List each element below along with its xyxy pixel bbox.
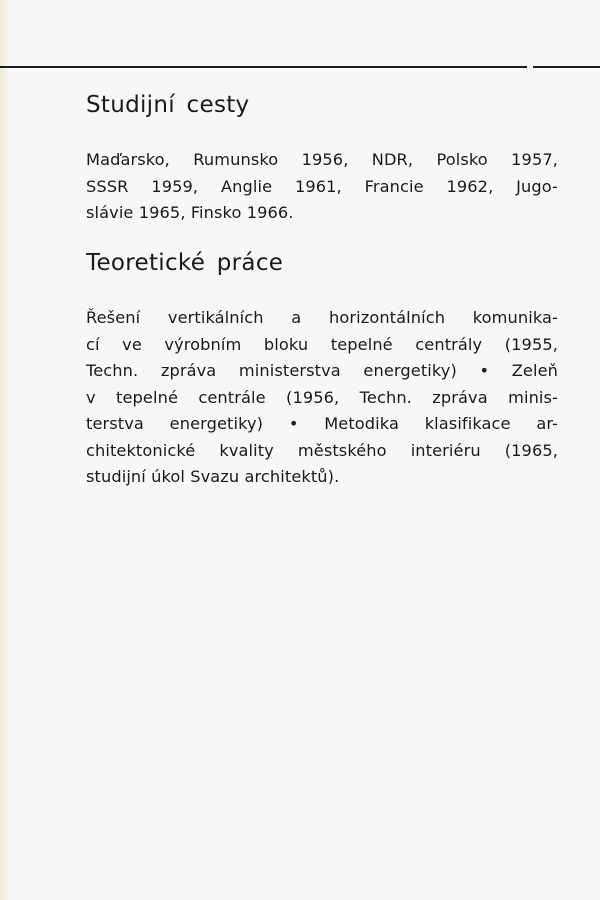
text-line: slávie 1965, Finsko 1966. <box>86 203 294 222</box>
text-line: Techn. zpráva ministerstva energetiky) • Zeleň <box>86 361 558 380</box>
text-line: terstva energetiky) • Metodika klasifikace ar- <box>86 414 558 433</box>
section-heading-study-trips: Studijní cesty <box>86 92 250 118</box>
text-line: v tepelné centrále (1956, Techn. zpráva minis- <box>86 387 558 407</box>
text-line: studijní úkol Svazu architektů). <box>86 467 340 486</box>
text-line: SSSR 1959, Anglie 1961, Francie 1962, Jugo- <box>86 176 558 196</box>
theoretical-works-paragraph <box>86 305 558 491</box>
study-trips-paragraph <box>86 147 558 227</box>
page-gutter <box>0 0 9 900</box>
top-rule-segment <box>533 66 600 68</box>
text-line: Maďarsko, Rumunsko 1956, NDR, Polsko 1957, <box>86 150 558 169</box>
text-line: Řešení vertikálních a horizontálních komunika- <box>86 308 558 327</box>
top-rule <box>0 66 527 68</box>
text-line: cí ve výrobním bloku tepelné centrály (1955, <box>86 334 558 354</box>
text-line: chitektonické kvality městského interiéru (1965, <box>86 440 558 460</box>
section-heading-theoretical-works: Teoretické práce <box>86 250 284 276</box>
